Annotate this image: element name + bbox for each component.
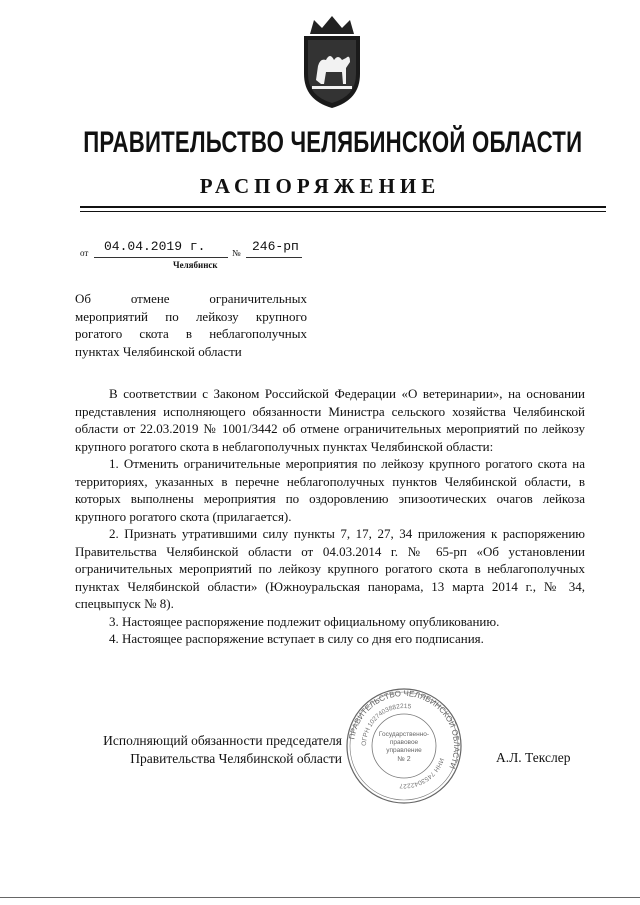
clause-1: 1. Отменить ограничительные мероприятия по лейкозу крупного рогатого скота на территориях, указанных в перечне неблагополучных пунктов Челябинской области, в которых выполнены мероприятия по оздоровлению эпизоотических очагов лейкоза крупного рогатого скота (прилагается). [75, 456, 585, 524]
city-label: Челябинск [173, 260, 218, 270]
page-bottom-rule [0, 897, 640, 898]
signatory-name: А.Л. Текслер [496, 750, 571, 765]
stamp-center-4: № 2 [397, 756, 411, 763]
stamp-ring-text: ПРАВИТЕЛЬСТВО ЧЕЛЯБИНСКОЙ ОБЛАСТИ [347, 688, 462, 771]
header-rule-thin [80, 211, 606, 212]
clause-4: 4. Настоящее распоряжение вступает в силу со дня его подписания. [109, 631, 484, 646]
stamp-center-1: Государственно- [378, 731, 430, 738]
date-prefix: от [80, 248, 89, 258]
coat-of-arms-icon [290, 14, 374, 110]
stamp-ogrn: ОГРН 1027403882215 [360, 702, 412, 747]
signatory-title [72, 732, 342, 767]
document-body [75, 385, 585, 648]
signatory-title-line1: Исполняющий обязанности председателя [103, 733, 342, 748]
stamp-center-2: правовое [389, 739, 419, 746]
number-prefix: № [232, 248, 241, 258]
document-subject: Об отмене ограничительных мероприятий по лейкозу крупного рогатого скота в неблагополучных пунктах Челябинской области [75, 291, 307, 359]
official-seal-icon [344, 686, 464, 806]
government-title: ПРАВИТЕЛЬСТВО ЧЕЛЯБИНСКОЙ ОБЛАСТИ [83, 126, 583, 159]
preamble-paragraph: В соответствии с Законом Российской Федерации «О ветеринарии», на основании представления исполняющего обязанности Министра сельского хозяйства Челябинской области от 22.03.2019 № 1001/3442 об отмене ограничительных мероприятий по лейкозу крупного рогатого скота в неблагополучных пунктах Челябинской области: [75, 386, 585, 454]
number-field: 246-рп [246, 239, 302, 258]
clause-2: 2. Признать утратившими силу пункты 7, 17, 27, 34 приложения к распоряжению Правительства Челябинской области от 04.03.2014 г. № 65-рп «Об установлении ограничительных мероприятий по лейкозу крупного рогатого скота в неблагополучных пунктах Челябинской области» (Южноуральская панорама, 13 марта 2014 г., № 34, спецвыпуск № 8). [75, 526, 585, 611]
clause-3: 3. Настоящее распоряжение подлежит официальному опубликованию. [109, 613, 500, 629]
document-type: РАСПОРЯЖЕНИЕ [199, 174, 441, 198]
stamp-inn: ИНН 7453042227 [399, 757, 445, 790]
header-rule [80, 206, 606, 208]
signatory-title-line2: Правительства Челябинской области [130, 750, 342, 766]
date-field: 04.04.2019 г. [94, 239, 228, 258]
stamp-center-3: управление [386, 747, 422, 754]
